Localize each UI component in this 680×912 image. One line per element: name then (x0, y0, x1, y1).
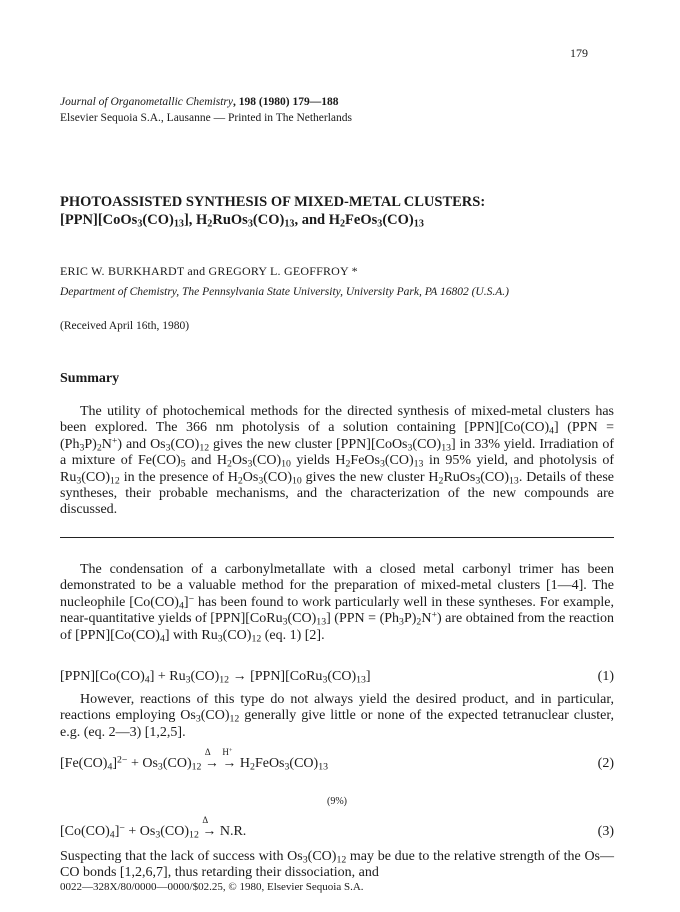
equation-1: $[PPN][Co(CO)_4] + Ru_3(CO)_{12}$ → $[PPN][CoRu_3(CO)_{13}]$ (60, 669, 371, 686)
equation-1-number: (1) (597, 669, 614, 684)
publisher-line: Elsevier Sequoia S.A., Lausanne — Printed in The Netherlands (60, 112, 353, 124)
received-date: (Received April 16th, 1980) (60, 320, 190, 332)
affiliation: Department of Chemistry, The Pennsylvania State University, University Park, PA 16802 (U.S.A.) (60, 286, 509, 298)
title-line-2: $[PPN][CoOs_3(CO)_{13}]$, $H_2RuOs_3(CO)_{13}$, and $H_2FeOs_3(CO)_{13}$ (60, 212, 424, 230)
copyright-footer: 0022—328X/80/0000—0000/$02.25, © 1980, Elsevier Sequoia S.A. (60, 881, 364, 893)
title-line-1: PHOTOASSISTED SYNTHESIS OF MIXED-METAL CLUSTERS: (60, 194, 486, 210)
journal-volume: , 198 (1980) 179—188 (233, 96, 339, 108)
body-paragraph-2: However, reactions of this type do not always yield the desired product, and in particular, reactions employing $Os_3(CO)_{12}$ generally give little or none of the expected tetranuclear cluster, e.g. (eq. 2—3) [1,2,5]. (60, 692, 614, 740)
article-title (60, 193, 620, 229)
summary-heading: Summary (60, 371, 120, 386)
body-paragraph-2-start: However, reactions of this type do not always yield the desired product, and in particular, reactions employing (60, 692, 614, 724)
summary-divider (60, 537, 614, 538)
body-paragraph-1: The condensation of a carbonylmetallate with a closed metal carbonyl trimer has been demonstrated to be a valuable method for the preparation of mixed-metal clusters [1—4]. The nucleophile $[Co(CO)_4]^-$ has been found to work particularly well in these syntheses. For example, near-quantitative yields of $[PPN][CoRu_3(CO)_{13}] (PPN = (Ph_3P)_2N^+)$ are obtained from the reaction of $[PPN][Co(CO)_4]$ with $Ru_3(CO)_{12}$ (eq. 1) [2]. (60, 562, 614, 645)
summary-paragraph: The utility of photochemical methods for the directed synthesis of mixed-metal clusters has been explored. The 366 nm photolysis of a solution containing $[PPN][Co(CO)_4] (PPN = (Ph_3P)_2N^+)$ and $Os_3(CO)_{12}$ gives the new cluster $[PPN][CoOs_3(CO)_{13}]$ in 33% yield. Irradiation of a mixture of $Fe(CO)_5$ and $H_2Os_3(CO)_{10}$ yields $H_2FeOs_3(CO)_{13}$ in 95% yield, and photolysis of $Ru_3(CO)_{12}$ in the presence of $H_2Os_3(CO)_{10}$ gives the new cluster $H_2RuOs_3(CO)_{13}$. Details of these syntheses, their probable mechanisms, and the characterization of the new compounds are discussed. (60, 404, 614, 518)
equation-3-number: (3) (597, 824, 614, 839)
equation-3: $[Co(CO)_4]^- + Os_3(CO)_{12}$ → Δ N.R. (60, 815, 247, 841)
page-number: 179 (570, 46, 588, 60)
journal-name: Journal of Organometallic Chemistry (60, 96, 234, 108)
equation-2-yield: (9%) (327, 796, 347, 807)
equation-2-number: (2) (597, 756, 614, 771)
journal-citation (60, 96, 338, 108)
authors: ERIC W. BURKHARDT and GREGORY L. GEOFFROY * (60, 264, 358, 278)
equation-2: $[Fe(CO)_4]^{2-} + Os_3(CO)_{12}$ → Δ → H+ $H_2FeOs_3(CO)_{13}$ (60, 747, 328, 773)
body-paragraph-3: Suspecting that the lack of success with $Os_3(CO)_{12}$ may be due to the relative strength of the Os—CO bonds [1,2,6,7], thus retarding their dissociation, and (60, 849, 614, 881)
